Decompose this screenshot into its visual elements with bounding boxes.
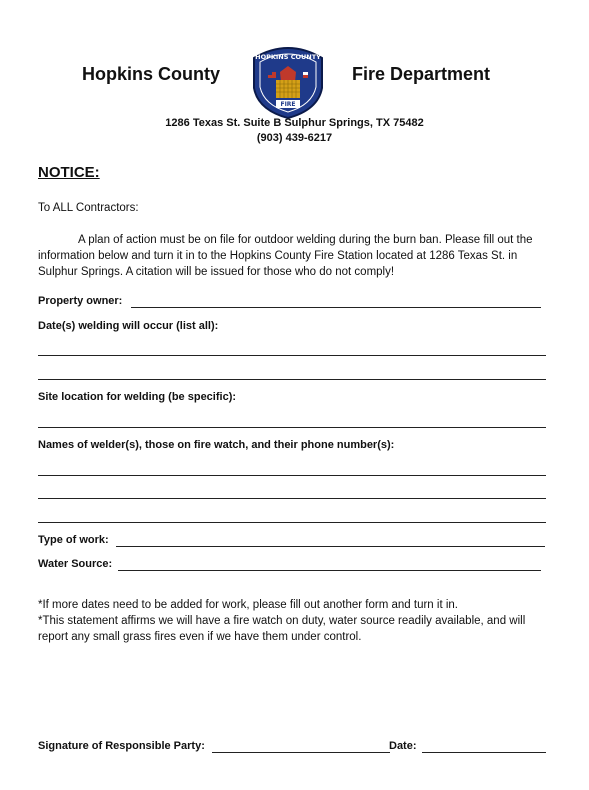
- phone-line: (903) 439-6217: [256, 132, 333, 144]
- signature-field[interactable]: [212, 752, 390, 753]
- note-additional-dates: *If more dates need to be added for work, please fill out another form and turn it in.: [38, 599, 458, 611]
- fire-department-badge-icon: [246, 44, 330, 120]
- dates-field-line-1[interactable]: [38, 355, 546, 356]
- site-location-field[interactable]: [38, 427, 546, 428]
- property-owner-label: Property owner:: [38, 295, 123, 307]
- signature-label: Signature of Responsible Party:: [38, 740, 205, 752]
- header-left-title: Hopkins County: [82, 64, 220, 84]
- badge-top-text: HOPKINS COUNTY: [255, 53, 321, 61]
- badge-bottom-text: FIRE: [280, 101, 296, 108]
- greeting: To ALL Contractors:: [38, 202, 139, 214]
- property-owner-field[interactable]: [131, 307, 541, 308]
- dates-field-line-2[interactable]: [38, 379, 546, 380]
- date-label: Date:: [389, 740, 417, 752]
- names-label: Names of welder(s), those on fire watch, and their phone number(s):: [38, 439, 395, 451]
- site-location-label: Site location for welding (be specific):: [38, 391, 237, 403]
- notice-body: A plan of action must be on file for outdoor welding during the burn ban. Please fill out the information below and turn it in to the Hopkins County Fire Station located at 1286 Texas St. in Sulphur Springs. A citation will be issued for those who do not comply!: [38, 234, 533, 278]
- notice-title: NOTICE:: [38, 164, 100, 181]
- water-source-field[interactable]: [118, 570, 541, 571]
- names-field-line-2[interactable]: [38, 498, 546, 499]
- header-right-title: Fire Department: [352, 64, 491, 84]
- address-line: 1286 Texas St. Suite B Sulphur Springs, TX 75482: [165, 117, 424, 129]
- type-of-work-label: Type of work:: [38, 534, 109, 546]
- date-field[interactable]: [422, 752, 546, 753]
- names-field-line-1[interactable]: [38, 475, 546, 476]
- dates-label: Date(s) welding will occur (list all):: [38, 320, 219, 332]
- names-field-line-3[interactable]: [38, 522, 546, 523]
- type-of-work-field[interactable]: [116, 546, 545, 547]
- note-affirmation: *This statement affirms we will have a fire watch on duty, water source readily available, and will report any small grass fires even if we have them under control.: [38, 615, 526, 643]
- water-source-label: Water Source:: [38, 558, 113, 570]
